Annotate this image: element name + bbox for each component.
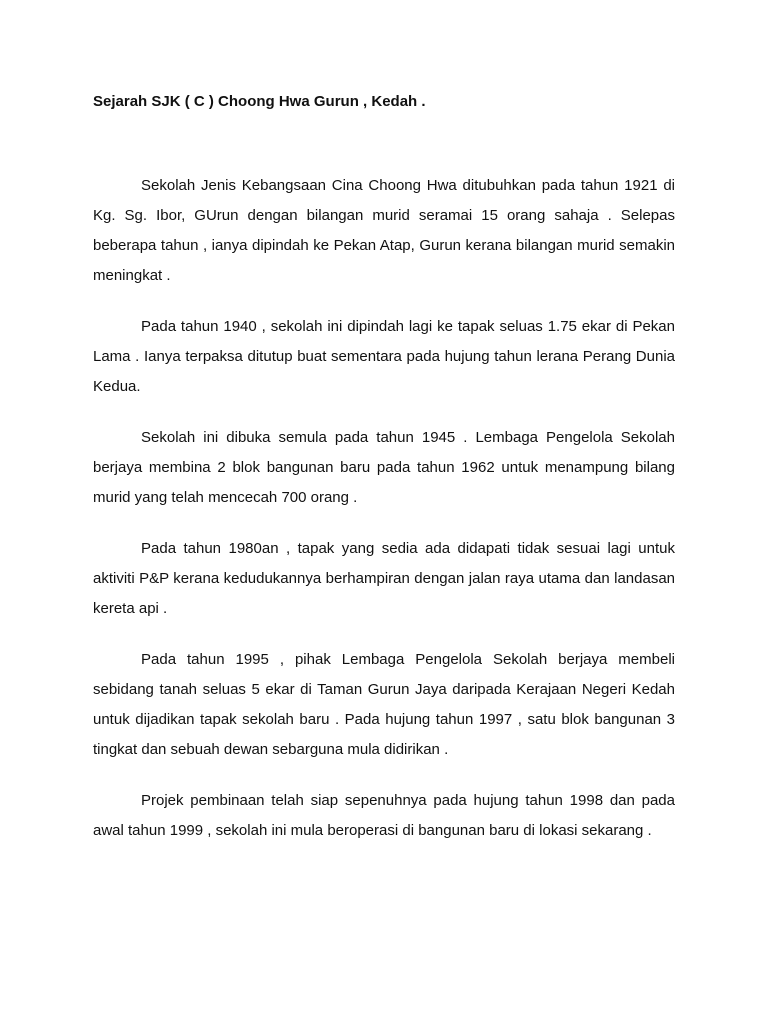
paragraph-1999: Projek pembinaan telah siap sepenuhnya pada hujung tahun 1998 dan pada awal tahun 1999 , sekolah ini mula beroperasi di bangunan baru di lokasi sekarang . [93, 792, 675, 839]
document-title: Sejarah SJK ( C ) Choong Hwa Gurun , Kedah . [93, 93, 426, 110]
paragraph-1945: Sekolah ini dibuka semula pada tahun 1945 . Lembaga Pengelola Sekolah berjaya membina 2 blok bangunan baru pada tahun 1962 untuk menampung bilang murid yang telah mencecah 700 orang . [93, 429, 675, 506]
paragraph-1940: Pada tahun 1940 , sekolah ini dipindah lagi ke tapak seluas 1.75 ekar di Pekan Lama . Ianya terpaksa ditutup buat sementara pada hujung tahun lerana Perang Dunia Kedua. [93, 318, 675, 395]
paragraph-1995: Pada tahun 1995 , pihak Lembaga Pengelola Sekolah berjaya membeli sebidang tanah seluas 5 ekar di Taman Gurun Jaya daripada Kerajaan Negeri Kedah untuk dijadikan tapak sekolah baru . Pada hujung tahun 1997 , satu blok bangunan 3 tingkat dan sebuah dewan sebarguna mula didirikan . [93, 651, 675, 758]
document-body [93, 171, 675, 867]
paragraph-1980s: Pada tahun 1980an , tapak yang sedia ada didapati tidak sesuai lagi untuk aktiviti P&P kerana kedudukannya berhampiran dengan jalan raya utama dan landasan kereta api . [93, 540, 675, 617]
paragraph-founding: Sekolah Jenis Kebangsaan Cina Choong Hwa ditubuhkan pada tahun 1921 di Kg. Sg. Ibor, GUrun dengan bilangan murid seramai 15 orang sahaja . Selepas beberapa tahun , ianya dipindah ke Pekan Atap, Gurun kerana bilangan murid semakin meningkat . [93, 177, 675, 284]
